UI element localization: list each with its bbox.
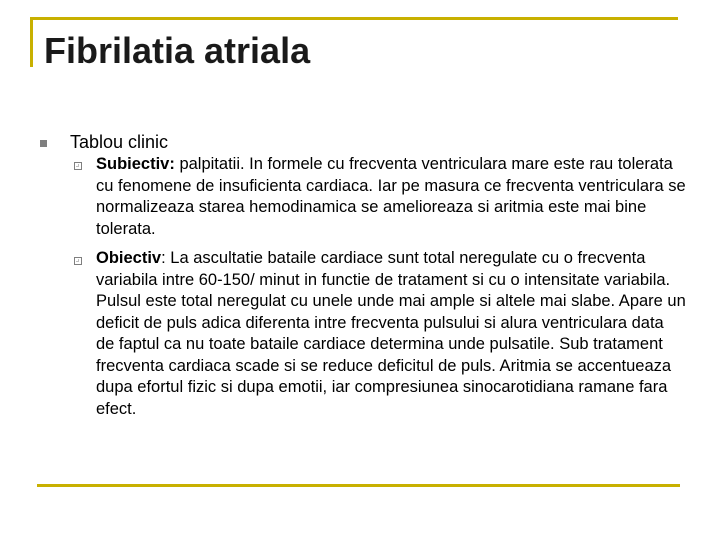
obiectiv-label: Obiectiv [96,249,162,267]
bullet-tablou-clinic: Tablou clinic [70,132,169,152]
obiectiv-paragraph [96,248,686,420]
hollow-square-bullet-icon [74,162,82,170]
obiectiv-text: : La ascultatie bataile cardiace sunt total neregulate cu o frecventa variabila intre 60-150/ minut in functie de tratament si cu o intensitate variabila. Pulsul este total neregulat cu unele unde mai ample si altele mai slabe. Apare un deficit de puls adica diferenta intre frecventa pulsului si alura ventriculara data de faptul ca nu toate bataile cardiace determina unde pulsatile. Sub tratament frecventa cardiaca scade si se reduce deficitul de puls. Aritmia se accentueaza dupa efortul fizic si dupa emotii, iar compresiunea sinocarotidiana ramane fara efect. [96,249,686,418]
subiectiv-label: Subiectiv: [96,155,175,173]
hollow-square-bullet-icon [74,257,82,265]
top-rule [30,17,678,20]
subiectiv-paragraph [96,154,686,240]
subiectiv-text: palpitatii. In formele cu frecventa ventriculara mare este rau tolerata cu fenomene de insuficienta cardiaca. Iar pe masura ce frecventa ventriculara se normalizeaza starea hemodinamica se amelioreaza si aritmia este mai bine tolerata. [96,155,686,238]
bottom-rule [37,484,680,487]
square-bullet-icon [40,140,47,147]
left-rule [30,17,33,67]
slide-title: Fibrilatia atriala [44,30,311,71]
